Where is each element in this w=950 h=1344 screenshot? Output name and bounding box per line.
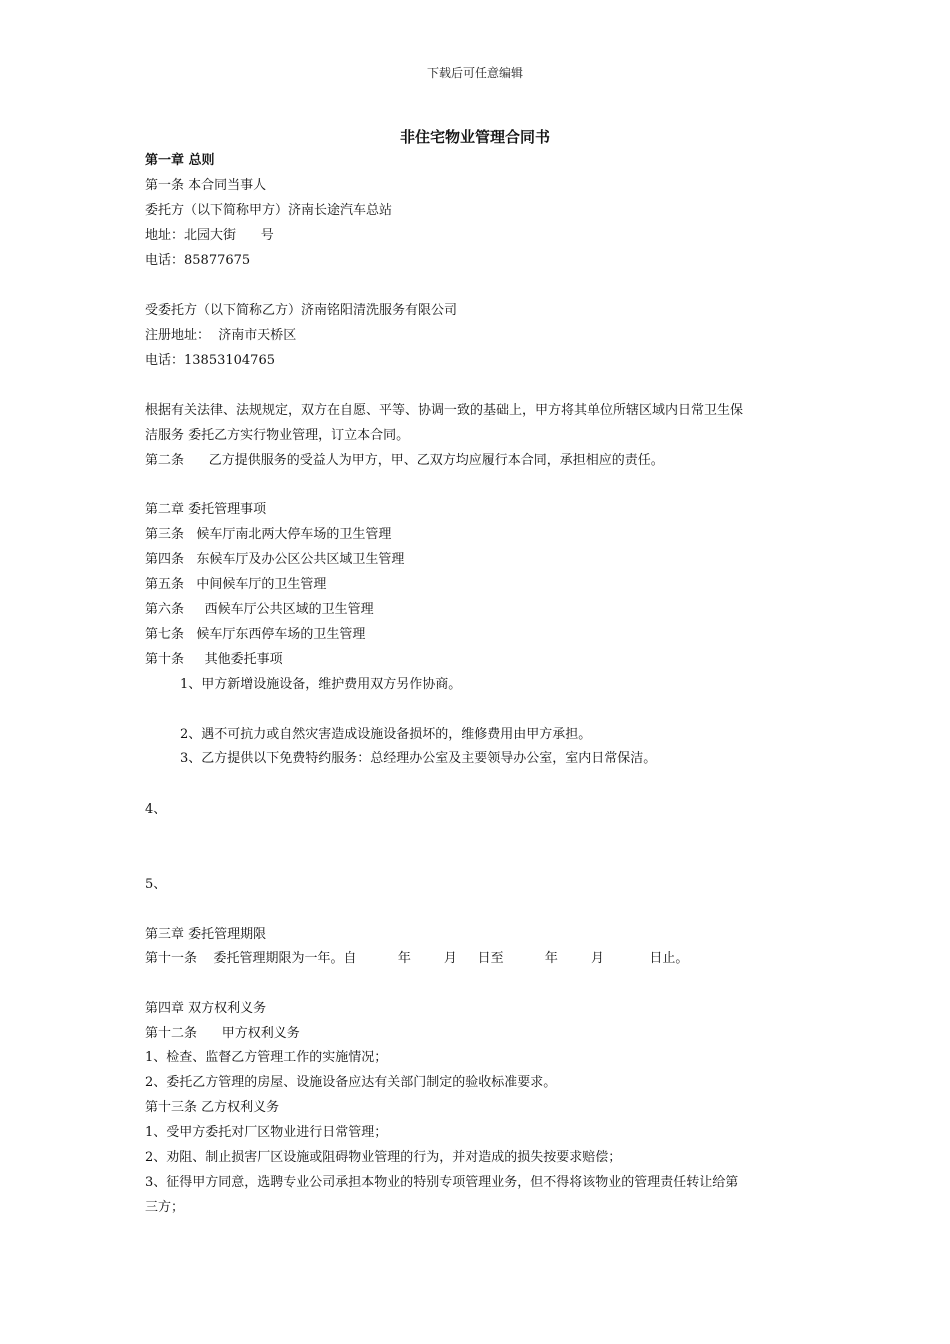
- article-13-item-1: 1、受甲方委托对厂区物业进行日常管理；: [145, 1125, 388, 1140]
- party-b-address: 注册地址： 济南市天桥区: [145, 328, 297, 343]
- article-10: 第十条 其他委托事项: [145, 652, 283, 667]
- preamble-line-2: 洁服务 委托乙方实行物业管理，订立本合同。: [145, 428, 410, 443]
- article-13-item-3-cont: 三方；: [145, 1200, 185, 1215]
- chapter-1-heading: 第一章 总则: [145, 153, 215, 168]
- article-12-item-1: 1、检查、监督乙方管理工作的实施情况；: [145, 1050, 388, 1065]
- chapter-2-heading: 第二章 委托管理事项: [145, 502, 267, 517]
- party-b-phone: 电话：13853104765: [145, 353, 275, 368]
- party-a: 委托方（以下简称甲方）济南长途汽车总站: [145, 203, 393, 218]
- party-a-address: 地址：北园大街 号: [145, 228, 274, 243]
- other-item-2: 2、遇不可抗力或自然灾害造成设施设备损坏的，维修费用由甲方承担。: [180, 727, 592, 742]
- article-12-item-2: 2、委托乙方管理的房屋、设施设备应达有关部门制定的验收标准要求。: [145, 1075, 557, 1090]
- preamble-line-1: 根据有关法律、法规规定，双方在自愿、平等、协调一致的基础上，甲方将其单位所辖区域内日常卫生保: [145, 403, 744, 418]
- article-5: 第五条 中间候车厅的卫生管理: [145, 577, 327, 592]
- article-1: 第一条 本合同当事人: [145, 178, 267, 193]
- article-6: 第六条 西候车厅公共区域的卫生管理: [145, 602, 374, 617]
- party-b: 受委托方（以下简称乙方）济南铭阳清洗服务有限公司: [145, 303, 458, 318]
- article-2: 第二条 乙方提供服务的受益人为甲方，甲、乙双方均应履行本合同，承担相应的责任。: [145, 453, 664, 468]
- article-3: 第三条 候车厅南北两大停车场的卫生管理: [145, 527, 392, 542]
- article-4: 第四条 东候车厅及办公区公共区域卫生管理: [145, 552, 405, 567]
- other-item-5: 5、: [145, 877, 167, 892]
- page-header: 下载后可任意编辑: [426, 66, 523, 80]
- document-title: 非住宅物业管理合同书: [399, 128, 550, 146]
- other-item-1: 1、甲方新增设施设备，维护费用双方另作协商。: [180, 677, 462, 692]
- article-13-item-3: 3、征得甲方同意，选聘专业公司承担本物业的特别专项管理业务，但不得将该物业的管理责任转让给第: [145, 1175, 739, 1190]
- party-a-phone: 电话：85877675: [145, 253, 251, 268]
- other-item-4: 4、: [145, 802, 167, 817]
- chapter-3-heading: 第三章 委托管理期限: [145, 927, 267, 942]
- article-13-item-2: 2、劝阻、制止损害厂区设施或阻碍物业管理的行为，并对造成的损失按要求赔偿；: [145, 1150, 622, 1165]
- chapter-4-heading: 第四章 双方权利义务: [145, 1001, 267, 1016]
- article-13: 第十三条 乙方权利义务: [145, 1100, 280, 1115]
- article-7: 第七条 候车厅东西停车场的卫生管理: [145, 627, 366, 642]
- other-item-3: 3、乙方提供以下免费特约服务：总经理办公室及主要领导办公室，室内日常保洁。: [180, 751, 657, 766]
- article-12: 第十二条 甲方权利义务: [145, 1026, 300, 1041]
- article-11: 第十一条 委托管理期限为一年。自 年 月 日至 年 月 日止。: [145, 951, 689, 966]
